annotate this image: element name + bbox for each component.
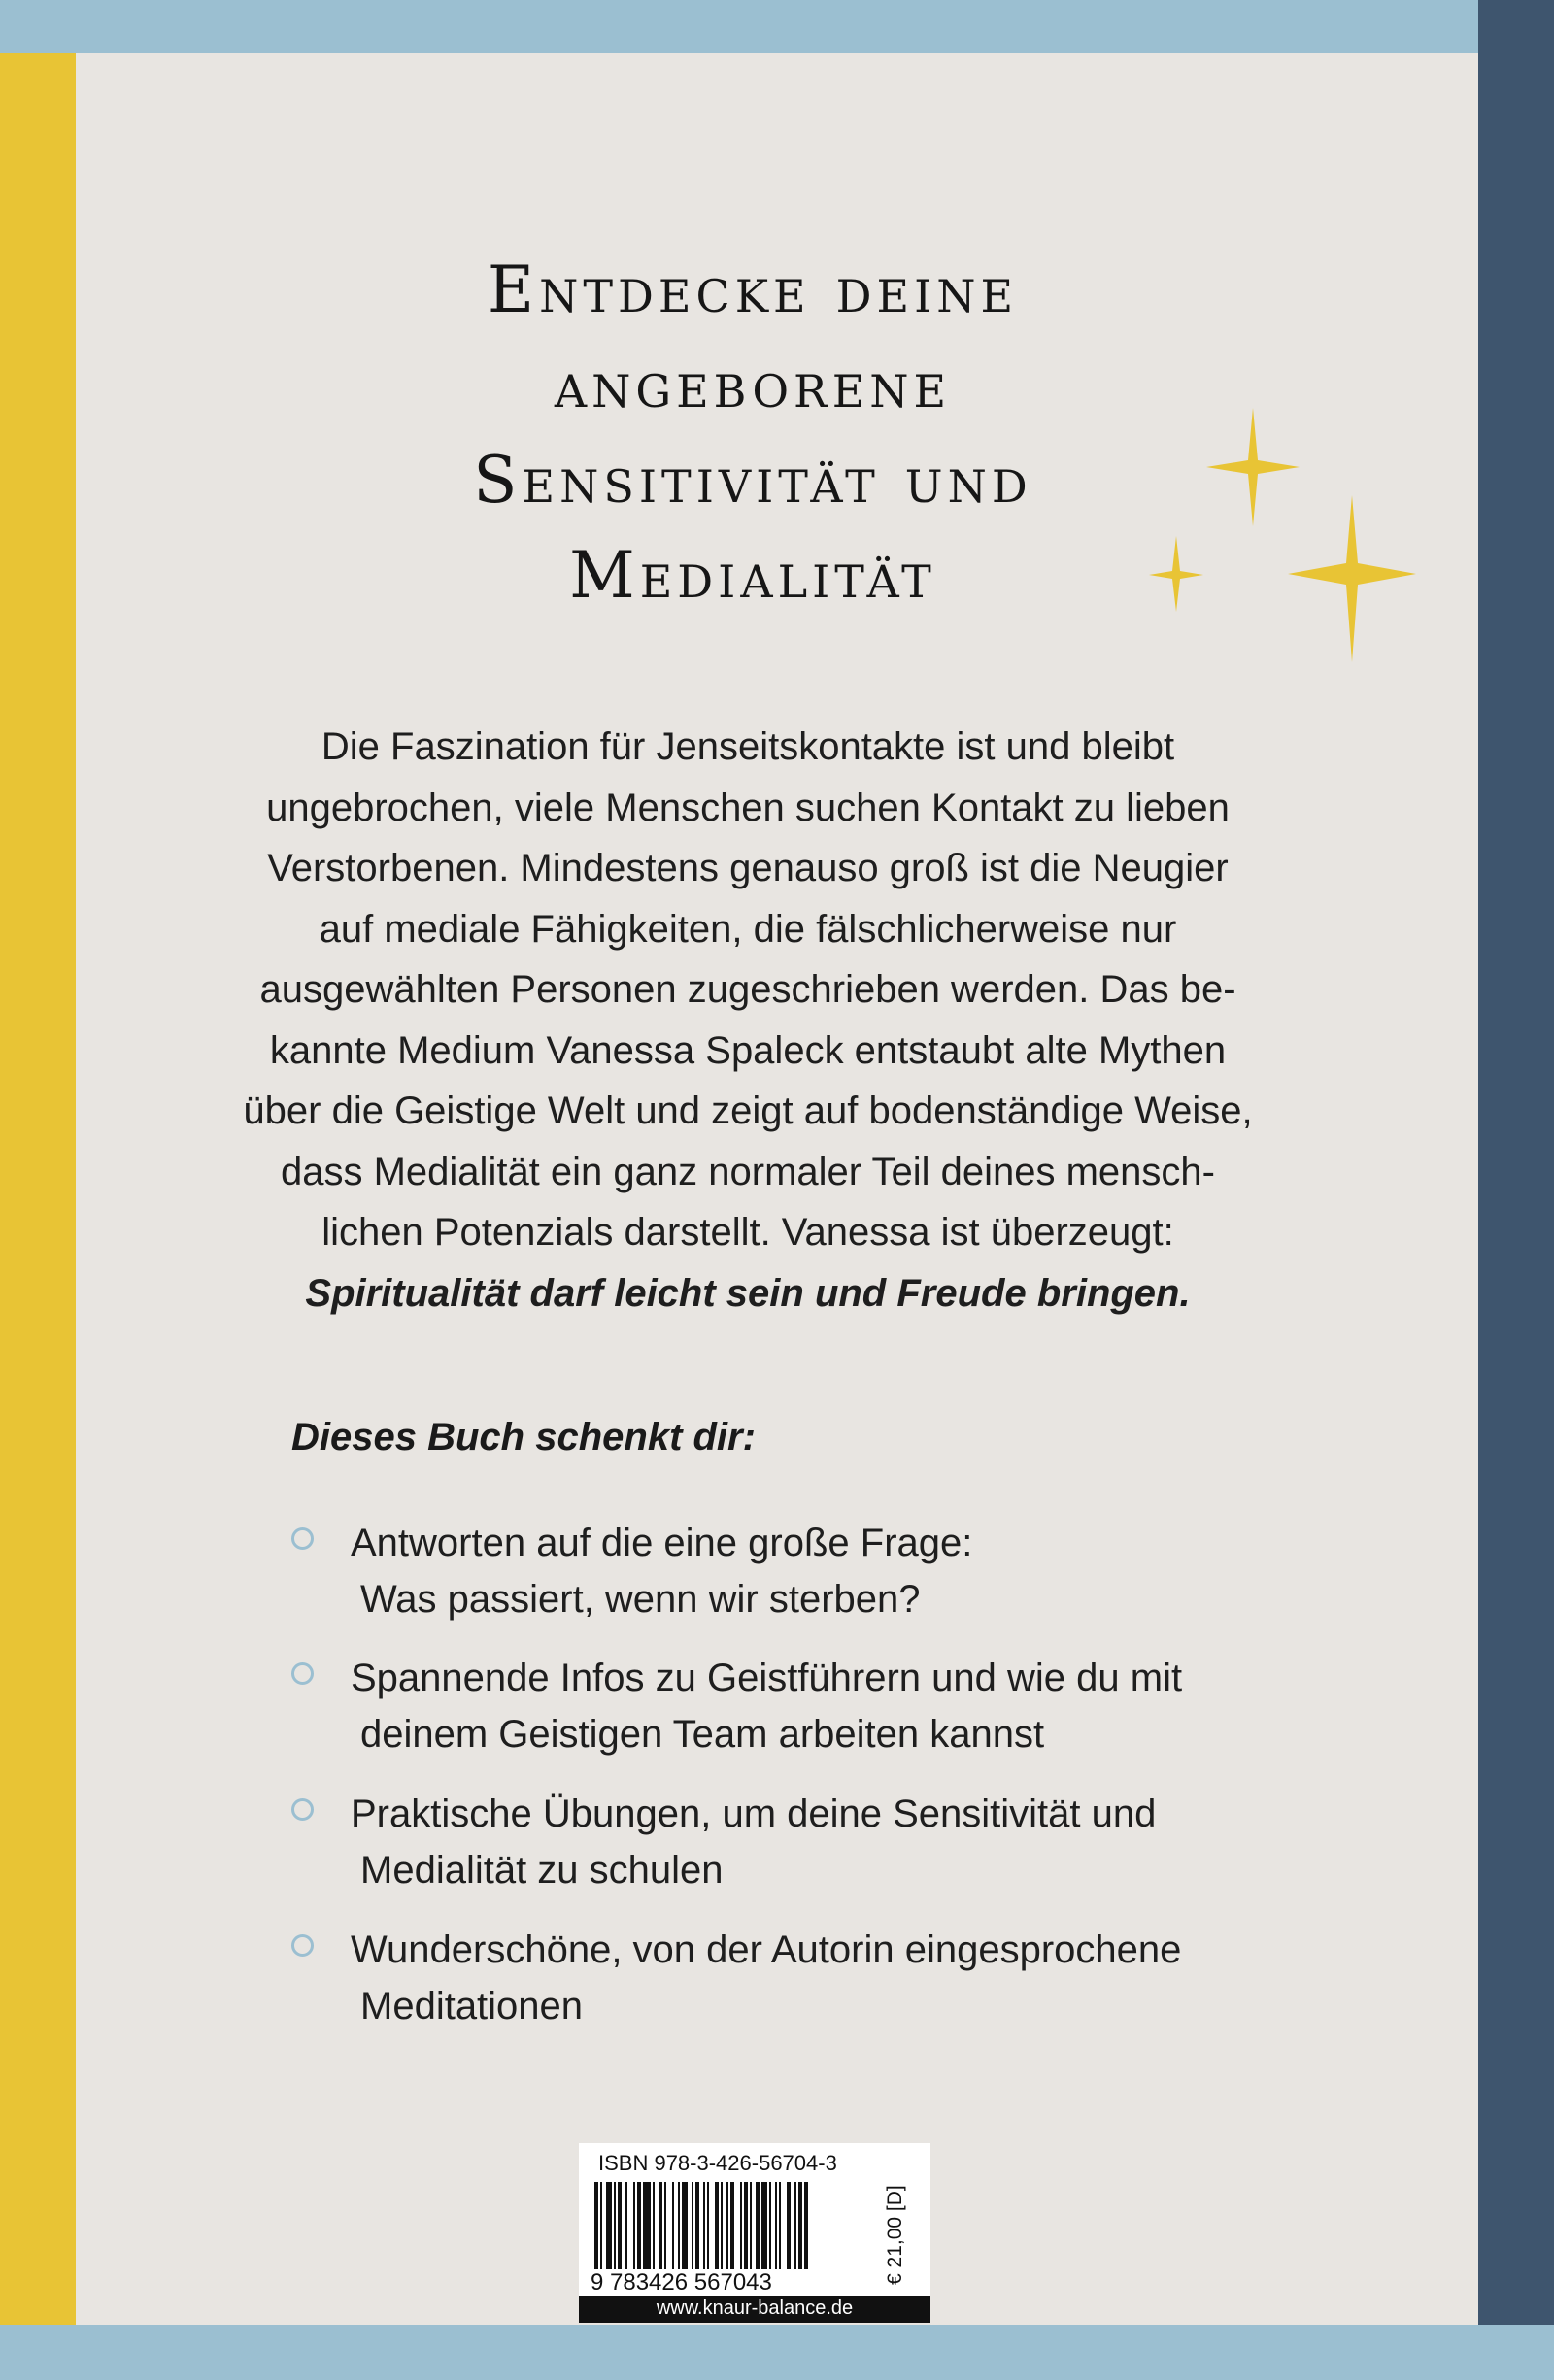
benefits-heading: Dieses Buch schenkt dir:	[291, 1416, 756, 1458]
price-label: € 21,00 [D]	[884, 2185, 906, 2285]
left-yellow-stripe	[0, 53, 76, 2325]
list-item-line: Praktische Übungen, um deine Sensitivität und	[351, 1793, 1157, 1835]
barcode-bar	[659, 2182, 662, 2269]
barcode-bar	[730, 2182, 734, 2269]
barcode-bar	[756, 2182, 760, 2269]
barcode-bar	[779, 2182, 781, 2269]
barcode-bar	[672, 2182, 674, 2269]
barcode-bar	[637, 2182, 641, 2269]
intro-line: Verstorbenen. Mindestens genauso groß ist die Neugier	[267, 847, 1229, 889]
barcode-bar	[594, 2182, 598, 2269]
list-item-line: Spannende Infos zu Geistführern und wie du mit	[351, 1657, 1183, 1699]
decorative-stars	[1127, 393, 1437, 685]
top-color-band	[0, 0, 1554, 53]
intro-paragraph	[175, 717, 1321, 1324]
barcode-bar	[678, 2182, 680, 2269]
headline-line: Sensitivität und	[473, 443, 1032, 518]
barcode-bar	[787, 2182, 791, 2269]
right-navy-stripe	[1478, 0, 1554, 2380]
star-icon	[1149, 536, 1203, 612]
barcode-bar	[692, 2182, 693, 2269]
barcode-bar	[600, 2182, 602, 2269]
barcode-bar	[750, 2182, 752, 2269]
intro-line: kannte Medium Vanessa Spaleck entstaubt alte Mythen	[269, 1028, 1227, 1072]
barcode-bar	[614, 2182, 616, 2269]
barcode-bar	[682, 2182, 688, 2269]
list-item-line: deinem Geistigen Team arbeiten kannst	[360, 1713, 1045, 1756]
barcode-digits: 9 783426 567043	[591, 2269, 772, 2296]
list-item-line: Antworten auf die eine große Frage:	[351, 1522, 973, 1564]
barcode-bar	[794, 2182, 796, 2269]
intro-line: auf mediale Fähigkeiten, die fälschlicherweise nur	[319, 907, 1177, 951]
list-item-line: Meditationen	[360, 1985, 584, 2028]
intro-line: lichen Potenzials darstellt. Vanessa ist überzeugt:	[321, 1211, 1174, 1254]
headline-line: Medialität	[569, 538, 936, 613]
barcode-bar	[664, 2182, 666, 2269]
barcode-bar	[653, 2182, 655, 2269]
star-icon	[1206, 408, 1300, 526]
list-item-line: Was passiert, wenn wir sterben?	[360, 1578, 921, 1621]
star-icon	[1288, 495, 1416, 662]
barcode-bar	[740, 2182, 742, 2269]
bullet-circle-icon	[291, 1798, 314, 1821]
barcode-bar	[769, 2182, 771, 2269]
intro-emphasis: Spiritualität darf leicht sein und Freude bringen.	[305, 1271, 1191, 1315]
intro-line: ausgewählten Personen zugeschrieben werden. Das be-	[259, 968, 1236, 1011]
barcode-bar	[643, 2182, 651, 2269]
barcode-bar	[804, 2182, 808, 2269]
intro-line: über die Geistige Welt und zeigt auf bodenständige Weise,	[243, 1089, 1253, 1132]
barcode-bar	[721, 2182, 723, 2269]
website-bar	[579, 2296, 930, 2323]
barcode-bar	[775, 2182, 777, 2269]
barcode-bar	[798, 2182, 802, 2269]
bullet-circle-icon	[291, 1662, 314, 1685]
barcode-bar	[606, 2182, 612, 2269]
barcode-bar	[625, 2182, 627, 2269]
barcode-bar	[761, 2182, 767, 2269]
intro-line: ungebrochen, viele Menschen suchen Kontakt zu lieben	[266, 786, 1230, 829]
bottom-color-band	[0, 2325, 1554, 2380]
barcode-bar	[618, 2182, 622, 2269]
intro-line: Die Faszination für Jenseitskontakte ist und bleibt	[321, 725, 1175, 768]
headline-line: angeborene	[554, 348, 952, 422]
isbn-barcode-box	[579, 2143, 930, 2323]
barcode-bar	[707, 2182, 709, 2269]
barcode-bar	[633, 2182, 635, 2269]
list-item-line: Wunderschöne, von der Autorin eingesprochene	[351, 1928, 1182, 1971]
bullet-circle-icon	[291, 1934, 314, 1957]
headline	[243, 243, 1263, 623]
barcode-bar	[726, 2182, 728, 2269]
barcode-bar	[744, 2182, 748, 2269]
barcode-bar	[695, 2182, 699, 2269]
bullet-circle-icon	[291, 1527, 314, 1550]
isbn-label: ISBN 978-3-426-56704-3	[598, 2151, 837, 2175]
barcode-bar	[715, 2182, 719, 2269]
intro-line: dass Medialität ein ganz normaler Teil deines mensch-	[281, 1150, 1215, 1193]
website-label: www.knaur-balance.de	[656, 2297, 854, 2319]
headline-line: Entdecke deine	[487, 252, 1019, 327]
barcode-bar	[703, 2182, 705, 2269]
list-item-line: Medialität zu schulen	[360, 1849, 724, 1892]
